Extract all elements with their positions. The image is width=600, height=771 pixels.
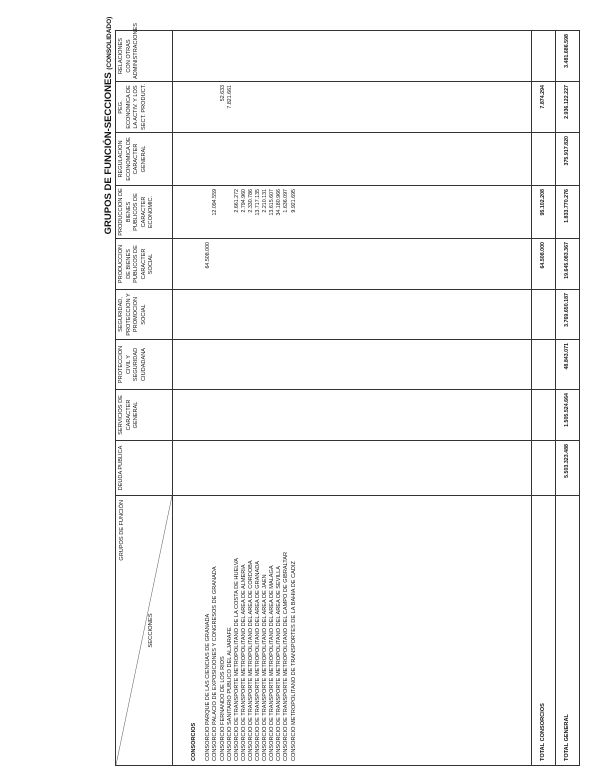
header-corner-cell [116,496,173,766]
value-econ: 34.180.966 [276,189,283,216]
grand-value: 3.769.650.187 [556,290,580,340]
value-econ: 2.210.131 [262,189,269,213]
total-general-label: TOTAL GENERAL [556,496,580,766]
consorcio-name: CONSORCIO DE TRANSPORTE METROPOLITANO DEL AREA DE SEVILLA [276,566,283,761]
empty-cell [173,133,532,186]
total-consorcios-row [532,31,556,766]
value-social [269,242,276,286]
value-social [255,242,262,286]
total-social: 64.508.000 [532,239,556,290]
consorcio-name: CONSORCIO DE TRANSPORTE METROPOLITANO DEL AREA DE ALMERIA [240,564,247,761]
value-sect [262,85,269,129]
value-sect: 7.821.661 [226,85,233,109]
value-econ: 2.794.960 [240,189,247,213]
value-social [276,242,283,286]
value-econ: 12.094.559 [212,189,219,216]
value-social [212,242,219,286]
rotated-table-container [115,23,580,766]
empty-cell [173,390,532,441]
col-header: REGULACION ECONOMICA DE CARACTER GENERAL [116,133,173,186]
value-sect: 52.633 [219,85,226,102]
total-general-row [556,31,580,766]
total-econ: 95.102.208 [532,186,556,239]
col-header: DEUDA PUBLICA [116,441,173,496]
value-econ [220,189,227,235]
consorcio-name: CONSORCIO PARQUE DE LAS CIENCIAS DE GRANADA [205,613,212,761]
consorcio-name: CONSORCIO DE TRANSPORTE METROPOLITANO DEL AREA DE GRANADA [255,561,262,761]
value-econ [227,189,234,235]
grand-value: 48.843.071 [556,340,580,390]
consorcio-name: CONSORCIO DE TRANSPORTE METROPOLITANO DE LA COSTA DE HUELVA [233,558,240,761]
value-social [283,242,290,286]
col-header: PROTECCION CIVIL Y SEGURIDAD CIUDADANA [116,340,173,390]
econ-values-cell [173,186,532,239]
grand-value: 375.917.820 [556,133,580,186]
consorcio-name: CONSORCIO DE TRANSPORTE METROPOLITANO DEL AREA DE MALAGA [269,565,276,761]
value-social [262,242,269,286]
sect-values-cell [173,82,532,133]
section-heading: CONSORCIOS [191,722,198,761]
empty-cell [173,31,532,82]
col-header: SERVICIOS DE CARACTER GENERAL [116,390,173,441]
value-sect [234,85,241,129]
value-sect [283,85,290,129]
grupos-label: GRUPOS DE FUNCIÓN [119,500,125,561]
value-social [220,242,227,286]
value-econ: 13.717.135 [255,189,262,216]
function-sections-table [115,23,580,766]
value-sect [269,85,276,129]
subtitle-text: (CONSOLIDADO) [106,16,113,70]
grand-value: 5.503.323.488 [556,441,580,496]
total-sect: 7.874.294 [532,82,556,133]
value-social [248,242,255,286]
header-row [116,31,173,766]
grand-value: 19.645.083.367 [556,239,580,290]
col-header: PRODUCCION DE BIENES PUBLICOS DE CARACTER SOCIAL [116,239,173,290]
value-social [291,242,298,286]
consorcio-name: CONSORCIO FERNANDO DE LOS RIOS [219,656,226,761]
value-sect [276,85,283,129]
col-header: PRODUCCION DE BIENES PUBLICOS DE CARACTER ECONOMIC. [116,186,173,239]
value-social: 64.508.000 [205,242,212,269]
col-header: RELACIONES CON OTRAS ADMINISTRACIONES [116,31,173,82]
grand-value: 1.505.524.664 [556,390,580,441]
title-text: GRUPOS DE FUNCIÓN-SECCIONES [103,72,114,235]
value-econ [205,189,212,235]
value-social [234,242,241,286]
value-sect [248,85,255,129]
empty-cell [173,290,532,340]
value-sect [205,85,212,129]
value-sect [291,85,298,129]
value-econ: 1.636.097 [283,189,290,213]
grand-value: 2.936.122.227 [556,82,580,133]
grand-value: 3.481.686.598 [556,31,580,82]
consorcio-name: CONSORCIO PALACIO DE EXPOSICIONES Y CONGRESOS DE GRANADA [212,566,219,761]
secciones-label: SECCIONES [148,613,154,648]
empty-cell [173,340,532,390]
value-sect [212,85,219,129]
value-econ: 13.615.607 [269,189,276,216]
consorcio-name: CONSORCIO DE TRANSPORTE METROPOLITANO DEL AREA DE CORDOBA [247,560,254,761]
value-sect [241,85,248,129]
total-consorcios-label: TOTAL CONSORCIOS [532,496,556,766]
value-social [241,242,248,286]
value-econ: 2.330.786 [247,189,254,213]
grand-value: 1.833.770.276 [556,186,580,239]
col-header: PEG. ECONOMICA DE LA ACTIV. Y LOS SECT. PRODUCT. [116,82,173,133]
sections-cell [173,496,532,766]
consorcio-name: CONSORCIO DE TRANSPORTE METROPOLITANO DEL CAMPO DE GIBRALTAR [283,551,290,761]
consorcio-name: CONSORCIO METROPOLITANO DE TRANSPORTES DE LA BAHIA DE CADIZ [290,561,297,761]
social-values-cell [173,239,532,290]
consorcio-name: CONSORCIO SANITARIO PUBLICO DEL ALJARAFE [226,627,233,761]
value-econ: 9.921.695 [290,189,297,213]
value-sect [255,85,262,129]
consorcio-name: CONSORCIO DE TRANSPORTE METROPOLITANO DEL AREA DE JAEN [262,574,269,761]
col-header: SEGURIDAD, PROTECCION Y PROMOCION SOCIAL [116,290,173,340]
consorcio-names [205,500,297,761]
value-social [227,242,234,286]
body-row [173,31,532,766]
empty-cell [173,441,532,496]
value-econ: 2.661.272 [233,189,240,213]
